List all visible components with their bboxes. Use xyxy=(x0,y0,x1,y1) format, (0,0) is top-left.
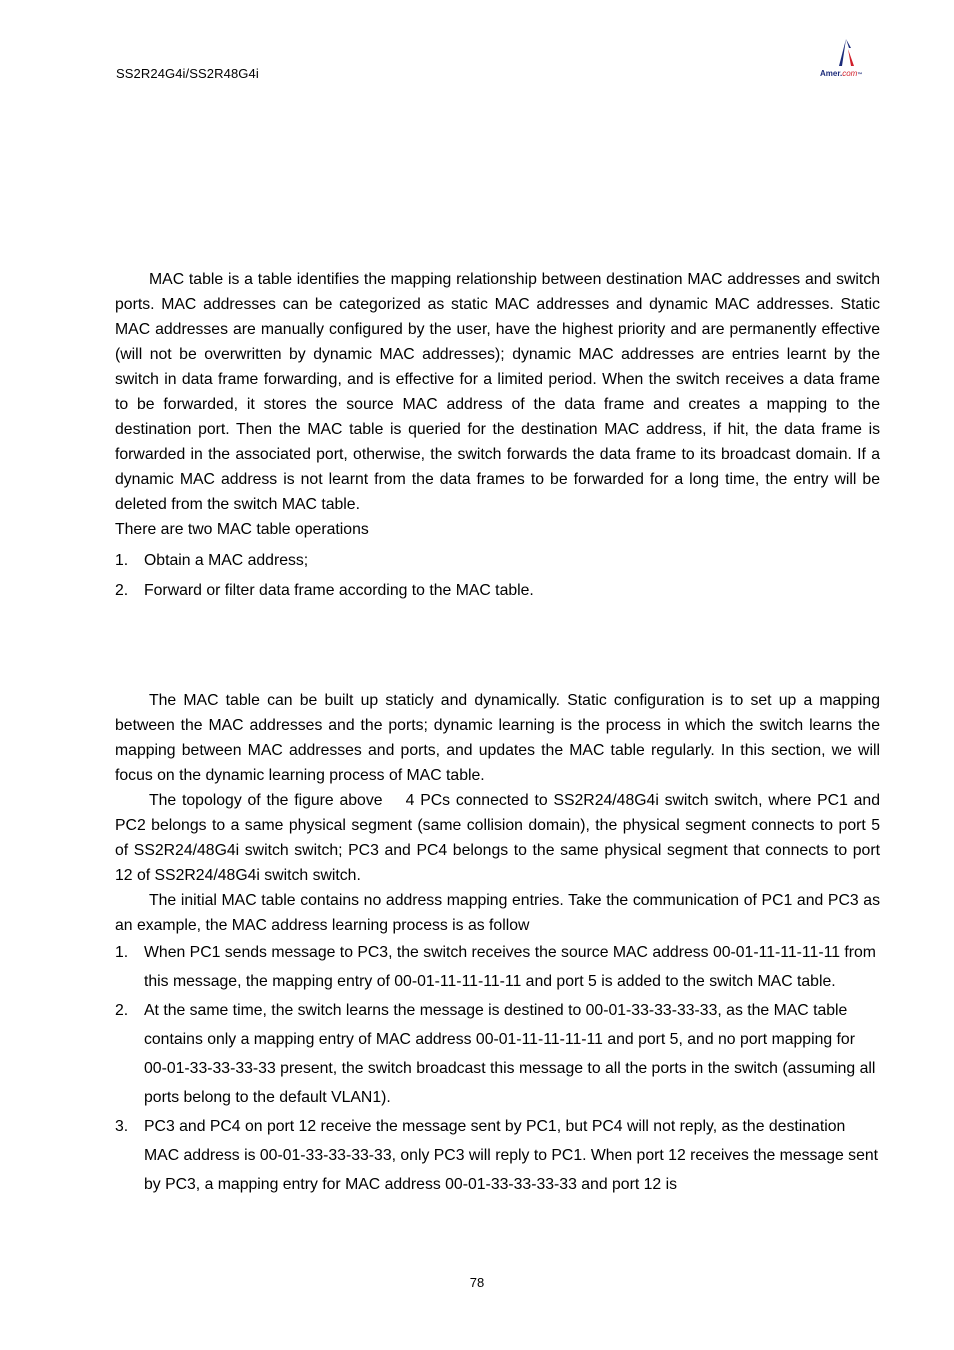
list-item: 1. When PC1 sends message to PC3, the switch receives the source MAC address 00-01-11-11-11-11 from this message, the mapping entry of 00-01-11-11-11-11 and port 5 is added to the switch MAC table. xyxy=(115,944,876,990)
list-item: 3. PC3 and PC4 on port 12 receive the message sent by PC1, but PC4 will not reply, as the destination MAC address is 00-01-33-33-33-33, only PC3 will reply to PC1. When port 12 receives the message sent by PC3, a mapping entry for MAC address 00-01-33-33-33-33 and port 12 is xyxy=(115,1118,879,1193)
document-body xyxy=(115,267,880,1199)
mac-table-intro-paragraph: MAC table is a table identifies the mapping relationship between destination MAC addresses and switch ports. MAC addresses can be categorized as static MAC addresses and dynamic MAC addresses. Static MAC addresses are manually configured by the user, have the highest priority and are permanently effective (will not be overwritten by dynamic MAC addresses); dynamic MAC addresses are entries learnt by the switch in data frame forwarding, and is effective for a limited period. When the switch receives a data frame to be forwarded, it stores the source MAC address of the data frame and creates a mapping to the destination port. Then the MAC table is queried for the destination MAC address, if hit, the data frame is forwarded in the associated port, otherwise, the switch forwards the data frame to its broadcast domain. If a dynamic MAC address is not learnt from the data frames to be forwarded for a long time, the entry will be deleted from the switch MAC table. xyxy=(115,271,880,513)
topology-paragraph: The topology of the figure above 4 PCs connected to SS2R24/48G4i switch switch, where PC1 and PC2 belongs to a same physical segment (same collision domain), the physical segment connects to port 5 of SS2R24/48G4i switch switch; PC3 and PC4 belongs to the same physical segment that connects to port 12 of SS2R24/48G4i switch switch. xyxy=(115,792,880,884)
list-item: 1. Obtain a MAC address; xyxy=(115,552,309,569)
company-logo xyxy=(818,36,878,84)
list-item: 2. Forward or filter data frame according to the MAC table. xyxy=(115,581,534,599)
operations-list xyxy=(115,546,880,605)
logo-mark-icon xyxy=(818,36,878,72)
initial-table-paragraph: The initial MAC table contains no address mapping entries. Take the communication of PC1 and PC3 as an example, the MAC address learning process is as follow xyxy=(115,892,880,934)
page-number: 78 xyxy=(469,1275,485,1290)
dynamic-learning-paragraph: The MAC table can be built up staticly and dynamically. Static configuration is to set up a mapping between the MAC addresses and the ports; dynamic learning is the process in which the switch learns the mapping between MAC addresses and ports, and updates the MAC table regularly. In this section, we will focus on the dynamic learning process of MAC table. xyxy=(115,692,880,784)
operations-lead: There are two MAC table operations xyxy=(115,521,369,538)
learning-steps-list xyxy=(115,938,880,1199)
list-item: 2. At the same time, the switch learns the message is destined to 00-01-33-33-33-33, as the MAC table contains only a mapping entry of MAC address 00-01-11-11-11-11 and port 5, and no port mapping for 00-01-33-33-33-33 present, the switch broadcast this message to all the ports in the switch (assuming all ports belong to the default VLAN1). xyxy=(115,1002,876,1106)
logo-wordmark: Amer.com™ xyxy=(820,69,863,78)
header-model: SS2R24G4i/SS2R48G4i xyxy=(116,66,259,81)
